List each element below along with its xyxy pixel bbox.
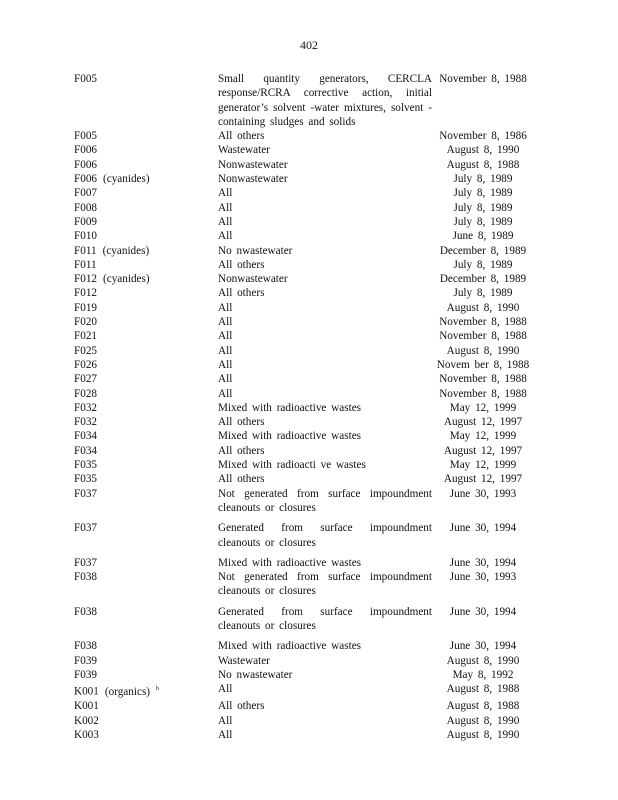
waste-code: F035	[74, 473, 98, 486]
table-row	[74, 387, 534, 401]
waste-code-table	[74, 72, 534, 742]
waste-code-cell	[74, 301, 218, 315]
waste-code: F006	[74, 173, 98, 186]
waste-description: All others	[218, 416, 265, 429]
table-row	[74, 429, 534, 443]
effective-date: November 8, 1988	[439, 330, 527, 343]
waste-code-cell	[74, 444, 218, 458]
waste-description: All	[218, 301, 233, 314]
waste-code-cell	[74, 172, 218, 186]
waste-code: F038	[74, 605, 98, 618]
effective-date: November 8, 1988	[439, 73, 527, 85]
table-row	[74, 244, 534, 258]
waste-code-cell	[74, 429, 218, 443]
effective-date: December 8, 1989	[439, 273, 527, 286]
waste-code: F009	[74, 215, 98, 228]
table-row	[74, 143, 534, 157]
effective-date: June 30, 1994	[449, 522, 517, 535]
effective-date: August 8, 1990	[446, 728, 520, 741]
effective-date: July 8, 1989	[453, 215, 513, 228]
effective-date: July 8, 1989	[453, 287, 513, 300]
effective-date: May 8, 1992	[452, 668, 514, 681]
waste-description: All	[218, 714, 233, 727]
table-row	[74, 215, 534, 229]
waste-code: F012	[74, 287, 98, 300]
waste-code-cell	[74, 521, 218, 550]
waste-description: All	[218, 215, 233, 228]
table-row	[74, 639, 534, 653]
waste-code: K001	[74, 685, 99, 698]
waste-code-cell	[74, 201, 218, 215]
waste-description: All	[218, 358, 233, 371]
waste-code: F032	[74, 416, 98, 429]
table-row	[74, 521, 534, 550]
waste-code-cell	[74, 668, 218, 682]
table-row	[74, 186, 534, 200]
effective-date: May 12, 1999	[449, 401, 517, 414]
table-row	[74, 472, 534, 486]
waste-code-cell	[74, 129, 218, 143]
table-row	[74, 201, 534, 215]
effective-date: June 30, 1993	[449, 487, 517, 500]
waste-description: Nonwastewater	[218, 273, 288, 286]
table-row	[74, 172, 534, 186]
table-row	[74, 699, 534, 713]
waste-code-cell	[74, 215, 218, 229]
waste-code: F035	[74, 459, 98, 472]
table-row	[74, 129, 534, 143]
table-row	[74, 358, 534, 372]
waste-code: F005	[74, 130, 98, 143]
waste-code-qualifier: (cyanides)	[102, 244, 150, 257]
table-row	[74, 415, 534, 429]
table-row	[74, 344, 534, 358]
waste-code: K003	[74, 728, 99, 741]
effective-date: June 30, 1994	[449, 640, 517, 653]
waste-code: F006	[74, 158, 98, 171]
waste-code: F011	[74, 244, 97, 257]
waste-description: All	[218, 344, 233, 357]
waste-code-cell	[74, 472, 218, 486]
waste-code: F007	[74, 187, 98, 200]
table-row	[74, 229, 534, 243]
waste-code-qualifier: (cyanides)	[103, 173, 150, 186]
waste-description: Not generated from surface impoundment cleanouts or closures	[218, 487, 432, 514]
waste-code: F037	[74, 522, 98, 535]
effective-date: August 12, 1997	[443, 473, 523, 486]
waste-description: Mixed with radioacti ve wastes	[218, 459, 366, 472]
table-row	[74, 272, 534, 286]
effective-date: June 8, 1989	[452, 230, 514, 243]
waste-code: F038	[74, 640, 98, 653]
table-row	[74, 458, 534, 472]
table-row	[74, 668, 534, 682]
effective-date: November 8, 1988	[439, 373, 527, 386]
waste-description: No nwastewater	[218, 668, 293, 681]
waste-code: F020	[74, 316, 98, 329]
table-row	[74, 315, 534, 329]
waste-code: F034	[74, 444, 98, 457]
waste-code: F032	[74, 401, 98, 414]
waste-code-cell	[74, 556, 218, 570]
waste-description: Generated from surface impoundment cleanouts or closures	[218, 605, 432, 632]
effective-date: July 8, 1989	[453, 187, 513, 200]
waste-description: All	[218, 683, 233, 696]
waste-description: All others	[218, 287, 265, 300]
waste-description: All	[218, 373, 233, 386]
waste-code: F006	[74, 144, 98, 157]
waste-code-cell	[74, 639, 218, 653]
waste-code-cell	[74, 605, 218, 634]
waste-description: All others	[218, 258, 265, 271]
table-row	[74, 556, 534, 570]
waste-code-cell	[74, 272, 218, 286]
waste-code-cell	[74, 415, 218, 429]
footnote-marker: b	[156, 686, 160, 693]
waste-code-cell	[74, 344, 218, 358]
table-row	[74, 728, 534, 742]
waste-code: F019	[74, 301, 98, 314]
waste-code-cell	[74, 401, 218, 415]
effective-date: Novem ber 8, 1988	[436, 358, 530, 371]
effective-date: August 12, 1997	[443, 416, 523, 429]
table-row	[74, 682, 534, 699]
effective-date: November 8, 1986	[439, 130, 527, 143]
effective-date: August 8, 1990	[446, 714, 520, 727]
waste-description: All	[218, 187, 233, 200]
waste-code-cell	[74, 143, 218, 157]
waste-code-cell	[74, 229, 218, 243]
waste-description: Wastewater	[218, 144, 270, 157]
effective-date: December 8, 1989	[439, 244, 527, 257]
waste-code-cell	[74, 286, 218, 300]
waste-code: F039	[74, 654, 98, 667]
effective-date: June 30, 1993	[449, 571, 517, 584]
effective-date: May 12, 1999	[449, 459, 517, 472]
waste-code: F034	[74, 430, 98, 443]
waste-code-cell	[74, 244, 218, 258]
waste-description: No nwastewater	[218, 244, 293, 257]
waste-description: All	[218, 387, 233, 400]
effective-date: August 12, 1997	[443, 444, 523, 457]
effective-date: August 8, 1988	[446, 700, 520, 713]
table-row	[74, 401, 534, 415]
waste-code-cell	[74, 714, 218, 728]
effective-date: August 8, 1990	[446, 144, 520, 157]
effective-date: June 30, 1994	[449, 556, 517, 569]
table-row	[74, 570, 534, 599]
waste-code-cell	[74, 358, 218, 372]
effective-date: June 30, 1994	[449, 605, 517, 618]
effective-date: August 8, 1988	[446, 683, 520, 696]
waste-description: All others	[218, 444, 265, 457]
waste-code-cell	[74, 315, 218, 329]
waste-code: K001	[74, 700, 99, 713]
waste-description: All	[218, 201, 233, 214]
waste-code: F028	[74, 387, 98, 400]
effective-date: July 8, 1989	[453, 258, 513, 271]
waste-code: F005	[74, 73, 98, 85]
table-row	[74, 372, 534, 386]
waste-description: Small quantity generators, CERCLA response/RCRA corrective action, initial generator’s solvent -water mixtures, solvent -containing sludges and solids	[218, 73, 432, 128]
effective-date: May 12, 1999	[449, 430, 517, 443]
waste-code: F027	[74, 373, 98, 386]
effective-date: July 8, 1989	[453, 173, 513, 186]
waste-description: Wastewater	[218, 654, 270, 667]
table-row	[74, 158, 534, 172]
waste-description: All others	[218, 700, 265, 713]
waste-code: F008	[74, 201, 98, 214]
waste-code-cell	[74, 72, 218, 129]
waste-code: F010	[74, 230, 98, 243]
table-row	[74, 605, 534, 634]
waste-description: Mixed with radioactive wastes	[218, 640, 362, 653]
waste-description: Nonwastewater	[218, 173, 288, 186]
waste-code: F037	[74, 556, 98, 569]
table-row	[74, 72, 534, 129]
waste-code: K002	[74, 714, 99, 727]
waste-code: F026	[74, 358, 98, 371]
waste-description: All	[218, 230, 233, 243]
waste-code: F011	[74, 258, 97, 271]
waste-code-cell	[74, 699, 218, 713]
waste-code-cell	[74, 329, 218, 343]
page-number: 402	[300, 38, 318, 52]
waste-description: All	[218, 330, 233, 343]
waste-code: F037	[74, 487, 98, 500]
waste-description: Generated from surface impoundment cleanouts or closures	[218, 522, 432, 549]
effective-date: November 8, 1988	[439, 316, 527, 329]
waste-code-cell	[74, 186, 218, 200]
waste-code-cell	[74, 372, 218, 386]
waste-code-cell	[74, 682, 218, 699]
waste-description: Mixed with radioactive wastes	[218, 401, 362, 414]
waste-code: F039	[74, 668, 98, 681]
table-row	[74, 444, 534, 458]
waste-description: All others	[218, 130, 265, 143]
waste-code-cell	[74, 458, 218, 472]
waste-code-cell	[74, 387, 218, 401]
table-row	[74, 487, 534, 516]
waste-code-cell	[74, 158, 218, 172]
effective-date: August 8, 1990	[446, 301, 520, 314]
waste-code: F012	[74, 273, 98, 286]
waste-description: Nonwastewater	[218, 158, 288, 171]
waste-code-cell	[74, 728, 218, 742]
waste-code-cell	[74, 570, 218, 599]
table-row	[74, 301, 534, 315]
table-row	[74, 329, 534, 343]
effective-date: November 8, 1988	[439, 387, 527, 400]
table-row	[74, 286, 534, 300]
waste-code-qualifier: (organics)	[104, 685, 151, 698]
waste-code: F021	[74, 330, 98, 343]
waste-code-cell	[74, 258, 218, 272]
waste-description: All	[218, 316, 233, 329]
waste-code-qualifier: (cyanides)	[103, 273, 150, 286]
waste-description: Not generated from surface impoundment cleanouts or closures	[218, 571, 432, 598]
waste-description: All others	[218, 473, 265, 486]
waste-description: Mixed with radioactive wastes	[218, 556, 362, 569]
table-row	[74, 258, 534, 272]
table-row	[74, 714, 534, 728]
table-row	[74, 654, 534, 668]
waste-code: F038	[74, 571, 98, 584]
waste-description: All	[218, 728, 233, 741]
waste-code: F025	[74, 344, 98, 357]
waste-code-cell	[74, 487, 218, 516]
effective-date: July 8, 1989	[453, 201, 513, 214]
effective-date: August 8, 1990	[446, 654, 520, 667]
effective-date: August 8, 1988	[446, 158, 520, 171]
effective-date: August 8, 1990	[446, 344, 520, 357]
waste-description: Mixed with radioactive wastes	[218, 430, 362, 443]
waste-code-cell	[74, 654, 218, 668]
